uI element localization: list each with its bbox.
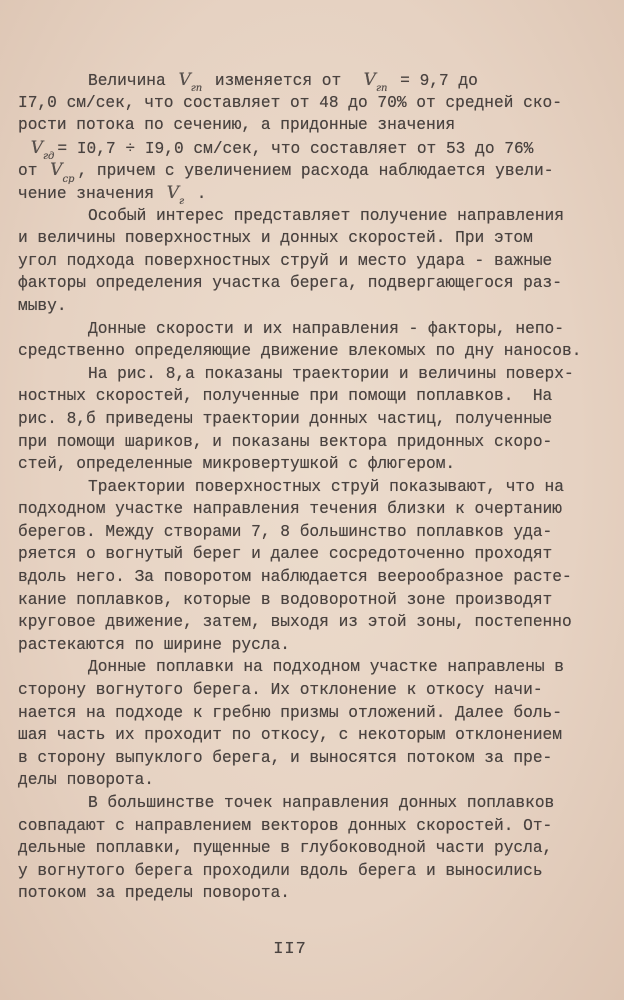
velocity-variable xyxy=(164,182,187,208)
text-line xyxy=(18,747,618,770)
variable-symbol: V xyxy=(363,70,376,90)
paragraph-first-line xyxy=(18,656,618,679)
text-line xyxy=(18,385,618,408)
text-line xyxy=(18,340,618,363)
paragraph-first-line xyxy=(18,69,618,95)
text-segment: ряется о вогнутый берег и далее сосредоточенно проходят xyxy=(18,545,553,564)
text-line xyxy=(18,92,618,115)
text-line xyxy=(18,815,618,838)
text-segment: и величины поверхностных и донных скоростей. При этом xyxy=(18,229,533,248)
text-segment: ностных скоростей, полученные при помощи поплавков. На xyxy=(18,387,553,406)
text-line xyxy=(18,882,618,905)
text-segment: кание поплавков, которые в водоворотной зоне производят xyxy=(18,590,553,609)
text-segment: у вогнутого берега проходили вдоль берега и выносились xyxy=(18,861,543,880)
text-line xyxy=(18,521,618,544)
text-segment: Донные поплавки на подходном участке направлены в xyxy=(88,658,564,677)
variable-symbol: V xyxy=(166,182,179,203)
text-segment xyxy=(18,140,28,158)
text-line xyxy=(18,250,618,273)
text-line xyxy=(18,227,618,250)
text-line xyxy=(18,769,618,792)
text-segment: Особый интерес представляет получение направления xyxy=(88,206,564,225)
text-segment: берегов. Между створами 7, 8 большинство поплавков уда- xyxy=(18,522,553,541)
variable-subscript: гп xyxy=(375,83,388,95)
text-line xyxy=(18,498,618,521)
text-line xyxy=(18,589,618,612)
text-segment: стей, определенные микровертушкой с флюгером. xyxy=(18,455,456,474)
text-segment: шая часть их проходит по откосу, с некоторым отклонением xyxy=(18,726,562,745)
text-segment: рости потока по сечению, а придонные значения xyxy=(18,116,456,135)
variable-subscript: ср xyxy=(62,173,75,185)
text-line xyxy=(18,566,618,589)
text-segment: нается на подходе к гребню призмы отложений. Далее боль- xyxy=(18,703,562,722)
text-line xyxy=(18,182,618,208)
text-segment: чение значения xyxy=(18,184,164,203)
text-line xyxy=(18,860,618,883)
text-line xyxy=(18,453,618,476)
text-segment: при помощи шариков, и показаны вектора придонных скоро- xyxy=(18,432,553,451)
text-line xyxy=(18,295,618,318)
variable-subscript: гд xyxy=(43,151,55,163)
text-segment: делы поворота. xyxy=(18,771,154,790)
paragraph-first-line xyxy=(18,205,618,228)
variable-symbol: V xyxy=(30,137,43,158)
text-line xyxy=(18,634,618,657)
text-segment: На рис. 8,а показаны траектории и величины поверх- xyxy=(88,364,574,383)
text-segment: потоком за пределы поворота. xyxy=(18,884,290,903)
text-segment: . xyxy=(187,184,207,203)
variable-subscript: г xyxy=(179,196,185,208)
text-line xyxy=(18,159,618,185)
velocity-variable xyxy=(175,70,205,95)
text-line xyxy=(18,543,618,566)
text-segment: Величина xyxy=(88,72,176,90)
text-segment: круговое движение, затем, выходя из этой зоны, постепенно xyxy=(18,613,572,632)
text-line xyxy=(18,611,618,634)
text-segment: вдоль него. За поворотом наблюдается веерообразное расте- xyxy=(18,568,572,587)
text-segment: изменяется от xyxy=(205,72,361,90)
paragraph-first-line xyxy=(18,792,618,815)
text-segment: подходном участке направления течения близки к очертанию xyxy=(18,500,562,519)
text-line xyxy=(18,431,618,454)
text-segment: Донные скорости и их направления - факторы, непо- xyxy=(88,319,564,338)
velocity-variable xyxy=(28,137,58,163)
paragraph-first-line xyxy=(18,476,618,499)
text-line xyxy=(18,272,618,295)
text-segment: совпадают с направлением векторов донных скоростей. От- xyxy=(18,816,553,835)
text-segment: угол подхода поверхностных струй и место удара - важные xyxy=(18,251,553,270)
text-segment: Траектории поверхностных струй показывают, что на xyxy=(88,477,564,496)
paragraph-first-line xyxy=(18,363,618,386)
text-segment: растекаются по ширине русла. xyxy=(18,635,290,654)
text-segment: , причем с увеличением расхода наблюдается увели- xyxy=(77,162,554,181)
text-segment: = 9,7 до xyxy=(390,72,478,90)
text-line xyxy=(18,837,618,860)
text-line xyxy=(18,114,618,137)
text-line xyxy=(18,137,618,163)
body-text xyxy=(18,69,618,905)
velocity-variable xyxy=(47,160,77,185)
text-segment: I7,0 см/сек, что составляет от 48 до 70% от средней ско- xyxy=(18,93,562,112)
text-line xyxy=(18,408,618,431)
page-number: II7 xyxy=(273,940,307,959)
text-line xyxy=(18,702,618,725)
text-segment: в сторону выпуклого берега, и выносятся потоком за пре- xyxy=(18,748,553,767)
velocity-variable xyxy=(361,70,391,95)
text-segment: дельные поплавки, пущенные в глубоководной части русла, xyxy=(18,839,553,858)
text-line xyxy=(18,679,618,702)
text-segment: факторы определения участка берега, подвергающегося раз- xyxy=(18,274,562,293)
variable-symbol: V xyxy=(178,70,191,90)
text-segment: рис. 8,б приведены траектории донных частиц, полученные xyxy=(18,409,553,428)
text-segment: = I0,7 ÷ I9,0 см/сек, что составляет от 53 до 76% xyxy=(57,139,534,158)
text-segment: В большинстве точек направления донных поплавков xyxy=(88,794,555,812)
text-segment: сторону вогнутого берега. Их отклонение к откосу начи- xyxy=(18,681,543,700)
text-segment: средственно определяющие движение влекомых по дну наносов. xyxy=(18,342,582,361)
text-segment: мыву. xyxy=(18,296,67,315)
paragraph-first-line xyxy=(18,318,618,341)
variable-symbol: V xyxy=(50,160,63,181)
text-segment: от xyxy=(18,162,48,181)
variable-subscript: гп xyxy=(190,83,203,95)
text-line xyxy=(18,724,618,747)
